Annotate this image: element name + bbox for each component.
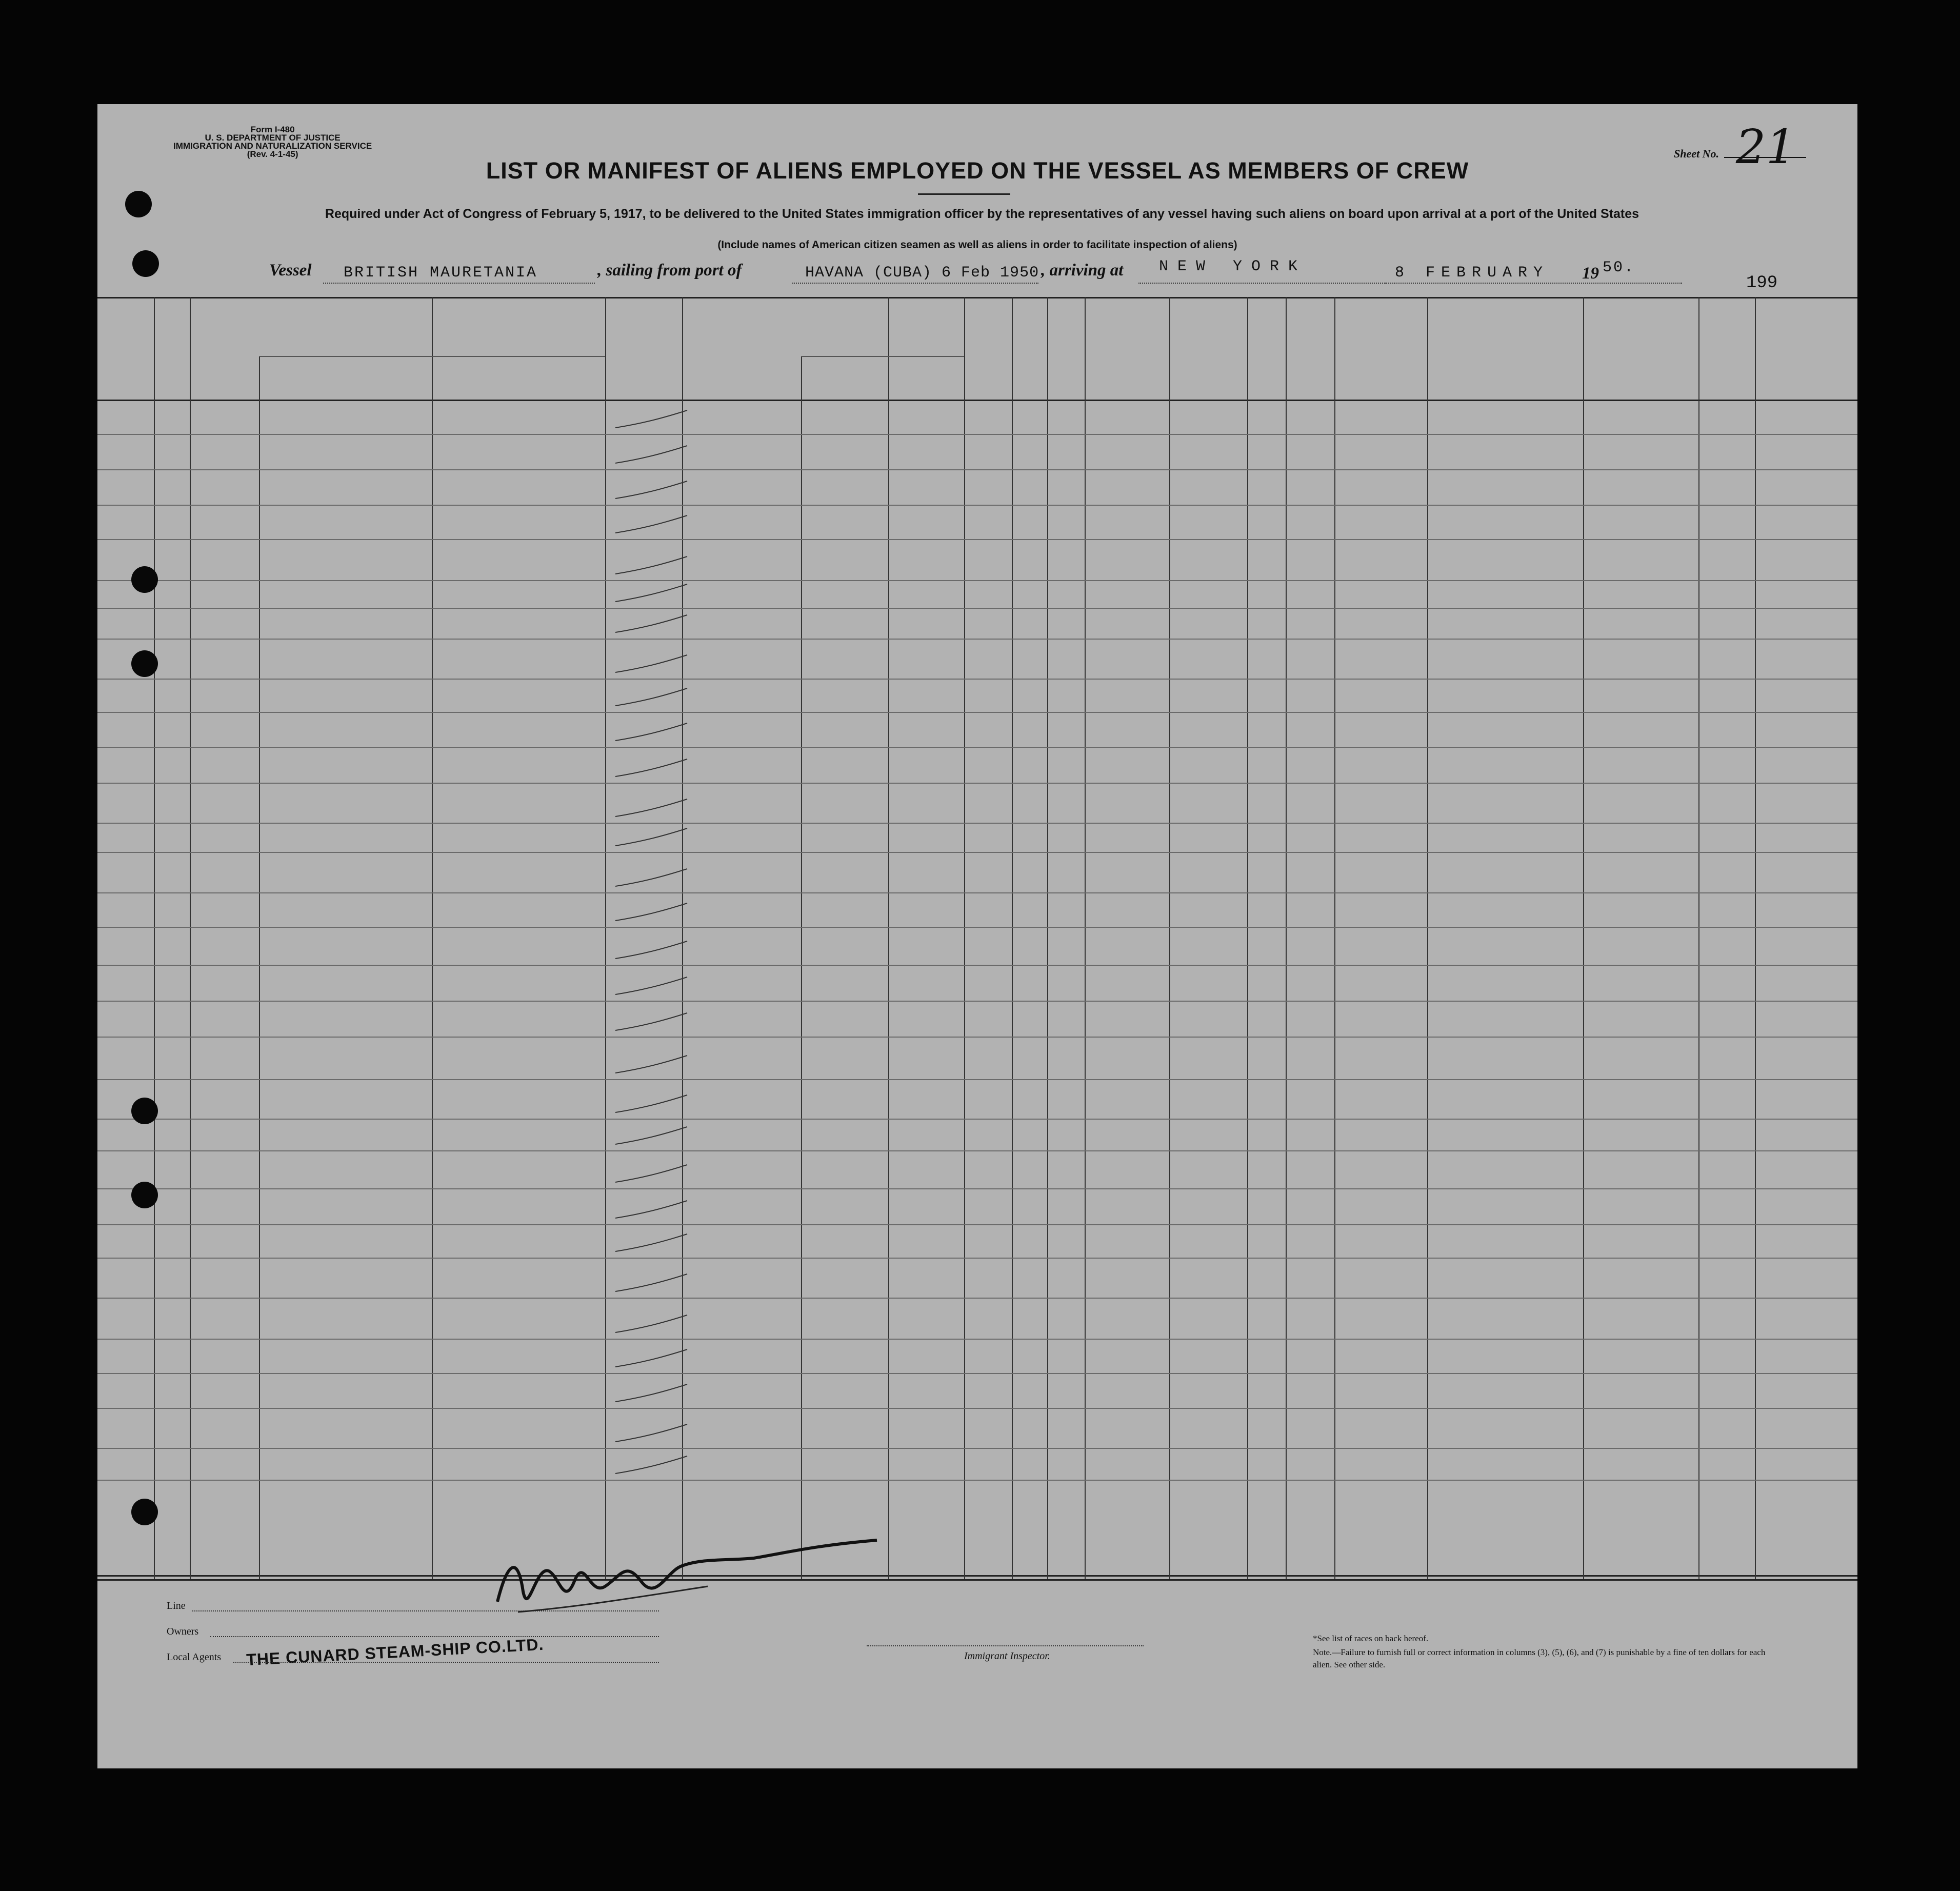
row-rule <box>97 1373 1857 1374</box>
form-id-line: (Rev. 4-1-45) <box>247 149 298 159</box>
agents-stamp: THE CUNARD STEAM-SHIP CO.LTD. <box>246 1635 545 1669</box>
column-divider <box>154 297 155 1579</box>
row-rule <box>97 639 1857 640</box>
race-footnote: *See list of races on back hereof. <box>1313 1634 1429 1643</box>
column-divider <box>1334 297 1335 1579</box>
check-mark <box>615 941 687 959</box>
check-mark <box>615 799 687 817</box>
check-mark <box>615 1234 687 1251</box>
row-rule <box>97 1150 1857 1151</box>
header-bottom-rule <box>97 400 1857 401</box>
row-rule <box>97 1448 1857 1449</box>
check-mark <box>615 903 687 921</box>
row-rule <box>97 1079 1857 1080</box>
check-mark <box>615 1384 687 1402</box>
column-divider <box>888 297 889 1579</box>
service-checkmarks <box>585 297 851 1579</box>
check-mark <box>615 1127 687 1144</box>
row-rule <box>97 927 1857 928</box>
line-label: Line <box>167 1600 186 1611</box>
row-rule <box>97 679 1857 680</box>
column-divider <box>1286 297 1287 1579</box>
row-rule <box>97 892 1857 893</box>
row-rule <box>97 1037 1857 1038</box>
column-divider <box>1247 297 1248 1579</box>
check-mark <box>615 1013 687 1030</box>
row-rule <box>97 1188 1857 1189</box>
agents-label: Local Agents <box>167 1651 222 1663</box>
check-mark <box>615 1424 687 1442</box>
check-mark <box>615 1095 687 1112</box>
manifest-sheet <box>97 104 1857 1768</box>
column-divider <box>190 297 191 1579</box>
check-mark <box>615 655 687 672</box>
row-rule <box>97 580 1857 581</box>
check-mark <box>615 615 687 632</box>
check-mark <box>615 1456 687 1474</box>
sailing-port: HAVANA (CUBA) 6 Feb 1950 <box>805 264 1039 282</box>
check-mark <box>615 446 687 463</box>
row-rule <box>97 747 1857 748</box>
form-id-line: IMMIGRATION AND NATURALIZATION SERVICE <box>173 141 372 151</box>
crew-table <box>97 297 1857 1579</box>
year-suffix: 50. <box>1603 259 1635 276</box>
form-id-line: U. S. DEPARTMENT OF JUSTICE <box>205 133 341 143</box>
check-mark <box>615 584 687 602</box>
row-rule <box>97 1339 1857 1340</box>
row-rule <box>97 434 1857 435</box>
row-rule <box>97 469 1857 470</box>
check-mark <box>615 556 687 574</box>
vessel-label: Vessel <box>269 261 312 280</box>
column-divider <box>432 297 433 1579</box>
column-divider <box>964 297 965 1579</box>
column-divider <box>1755 297 1756 1579</box>
row-rule <box>97 852 1857 853</box>
penalty-note: Note.—Failure to furnish full or correct information in columns (3), (5), (6), and (7) is punishable by a fine of ten dollars for each alien. See other side. <box>1313 1647 1766 1669</box>
check-mark <box>615 1315 687 1332</box>
sailing-label: , sailing from port of <box>597 261 742 280</box>
vessel-name: BRITISH MAURETANIA <box>344 264 538 282</box>
row-rule <box>97 608 1857 609</box>
table-bottom-rule <box>97 1575 1857 1577</box>
column-divider <box>1698 297 1699 1579</box>
table-top-rule <box>97 297 1857 298</box>
arriving-label: , arriving at <box>1041 261 1124 280</box>
check-mark <box>615 688 687 706</box>
form-id-line: Form I-480 <box>250 125 295 134</box>
page-title: LIST OR MANIFEST OF ALIENS EMPLOYED ON THE VESSEL AS MEMBERS OF CREW <box>486 157 1469 184</box>
column-divider <box>1169 297 1170 1579</box>
check-mark <box>615 515 687 533</box>
page-mark: 199 <box>1746 273 1778 293</box>
owners-label: Owners <box>167 1626 199 1637</box>
check-mark <box>615 410 687 428</box>
row-rule <box>97 823 1857 824</box>
check-mark <box>615 1201 687 1218</box>
arrival-date: 8 FEBRUARY <box>1395 264 1549 282</box>
row-rule <box>97 1001 1857 1002</box>
row-rule <box>97 1408 1857 1409</box>
check-mark <box>615 759 687 777</box>
form-id-block <box>173 126 372 158</box>
check-mark <box>615 1274 687 1291</box>
check-mark <box>615 828 687 846</box>
column-divider <box>1427 297 1428 1579</box>
year-prefix: 19 <box>1582 264 1599 283</box>
row-rule <box>97 712 1857 713</box>
row-rule <box>97 1480 1857 1481</box>
column-divider <box>1047 297 1048 1579</box>
row-rule <box>97 965 1857 966</box>
row-rule <box>97 1119 1857 1120</box>
check-mark <box>615 1056 687 1073</box>
check-mark <box>615 1349 687 1367</box>
table-bottom-rule-2 <box>97 1579 1857 1581</box>
row-rule <box>97 539 1857 540</box>
check-mark <box>615 1165 687 1182</box>
row-rule <box>97 783 1857 784</box>
signature-mark <box>487 1509 897 1633</box>
sheet-number: 21 <box>1735 120 1796 174</box>
sheet-number-label: Sheet No. <box>1674 147 1719 160</box>
inspector-label: Immigrant Inspector. <box>964 1650 1050 1662</box>
column-divider <box>1583 297 1584 1579</box>
check-mark <box>615 723 687 741</box>
column-divider <box>1012 297 1013 1579</box>
check-mark <box>615 481 687 499</box>
check-mark <box>615 977 687 994</box>
check-mark <box>615 869 687 886</box>
row-rule <box>97 1258 1857 1259</box>
act-text: Required under Act of Congress of February 5, 1917, to be delivered to the United States immigration officer by the representatives of any vessel having such aliens on board upon arrival at a port of the United States <box>325 207 1639 221</box>
column-divider <box>1085 297 1086 1579</box>
name-subheader-rule <box>259 356 605 357</box>
include-note: (Include names of American citizen seamen as well as aliens in order to facilitate inspection of aliens) <box>717 239 1237 251</box>
arriving-port: NEW YORK <box>1159 258 1307 275</box>
row-rule <box>97 505 1857 506</box>
row-rule <box>97 1224 1857 1225</box>
row-rule <box>97 1298 1857 1299</box>
